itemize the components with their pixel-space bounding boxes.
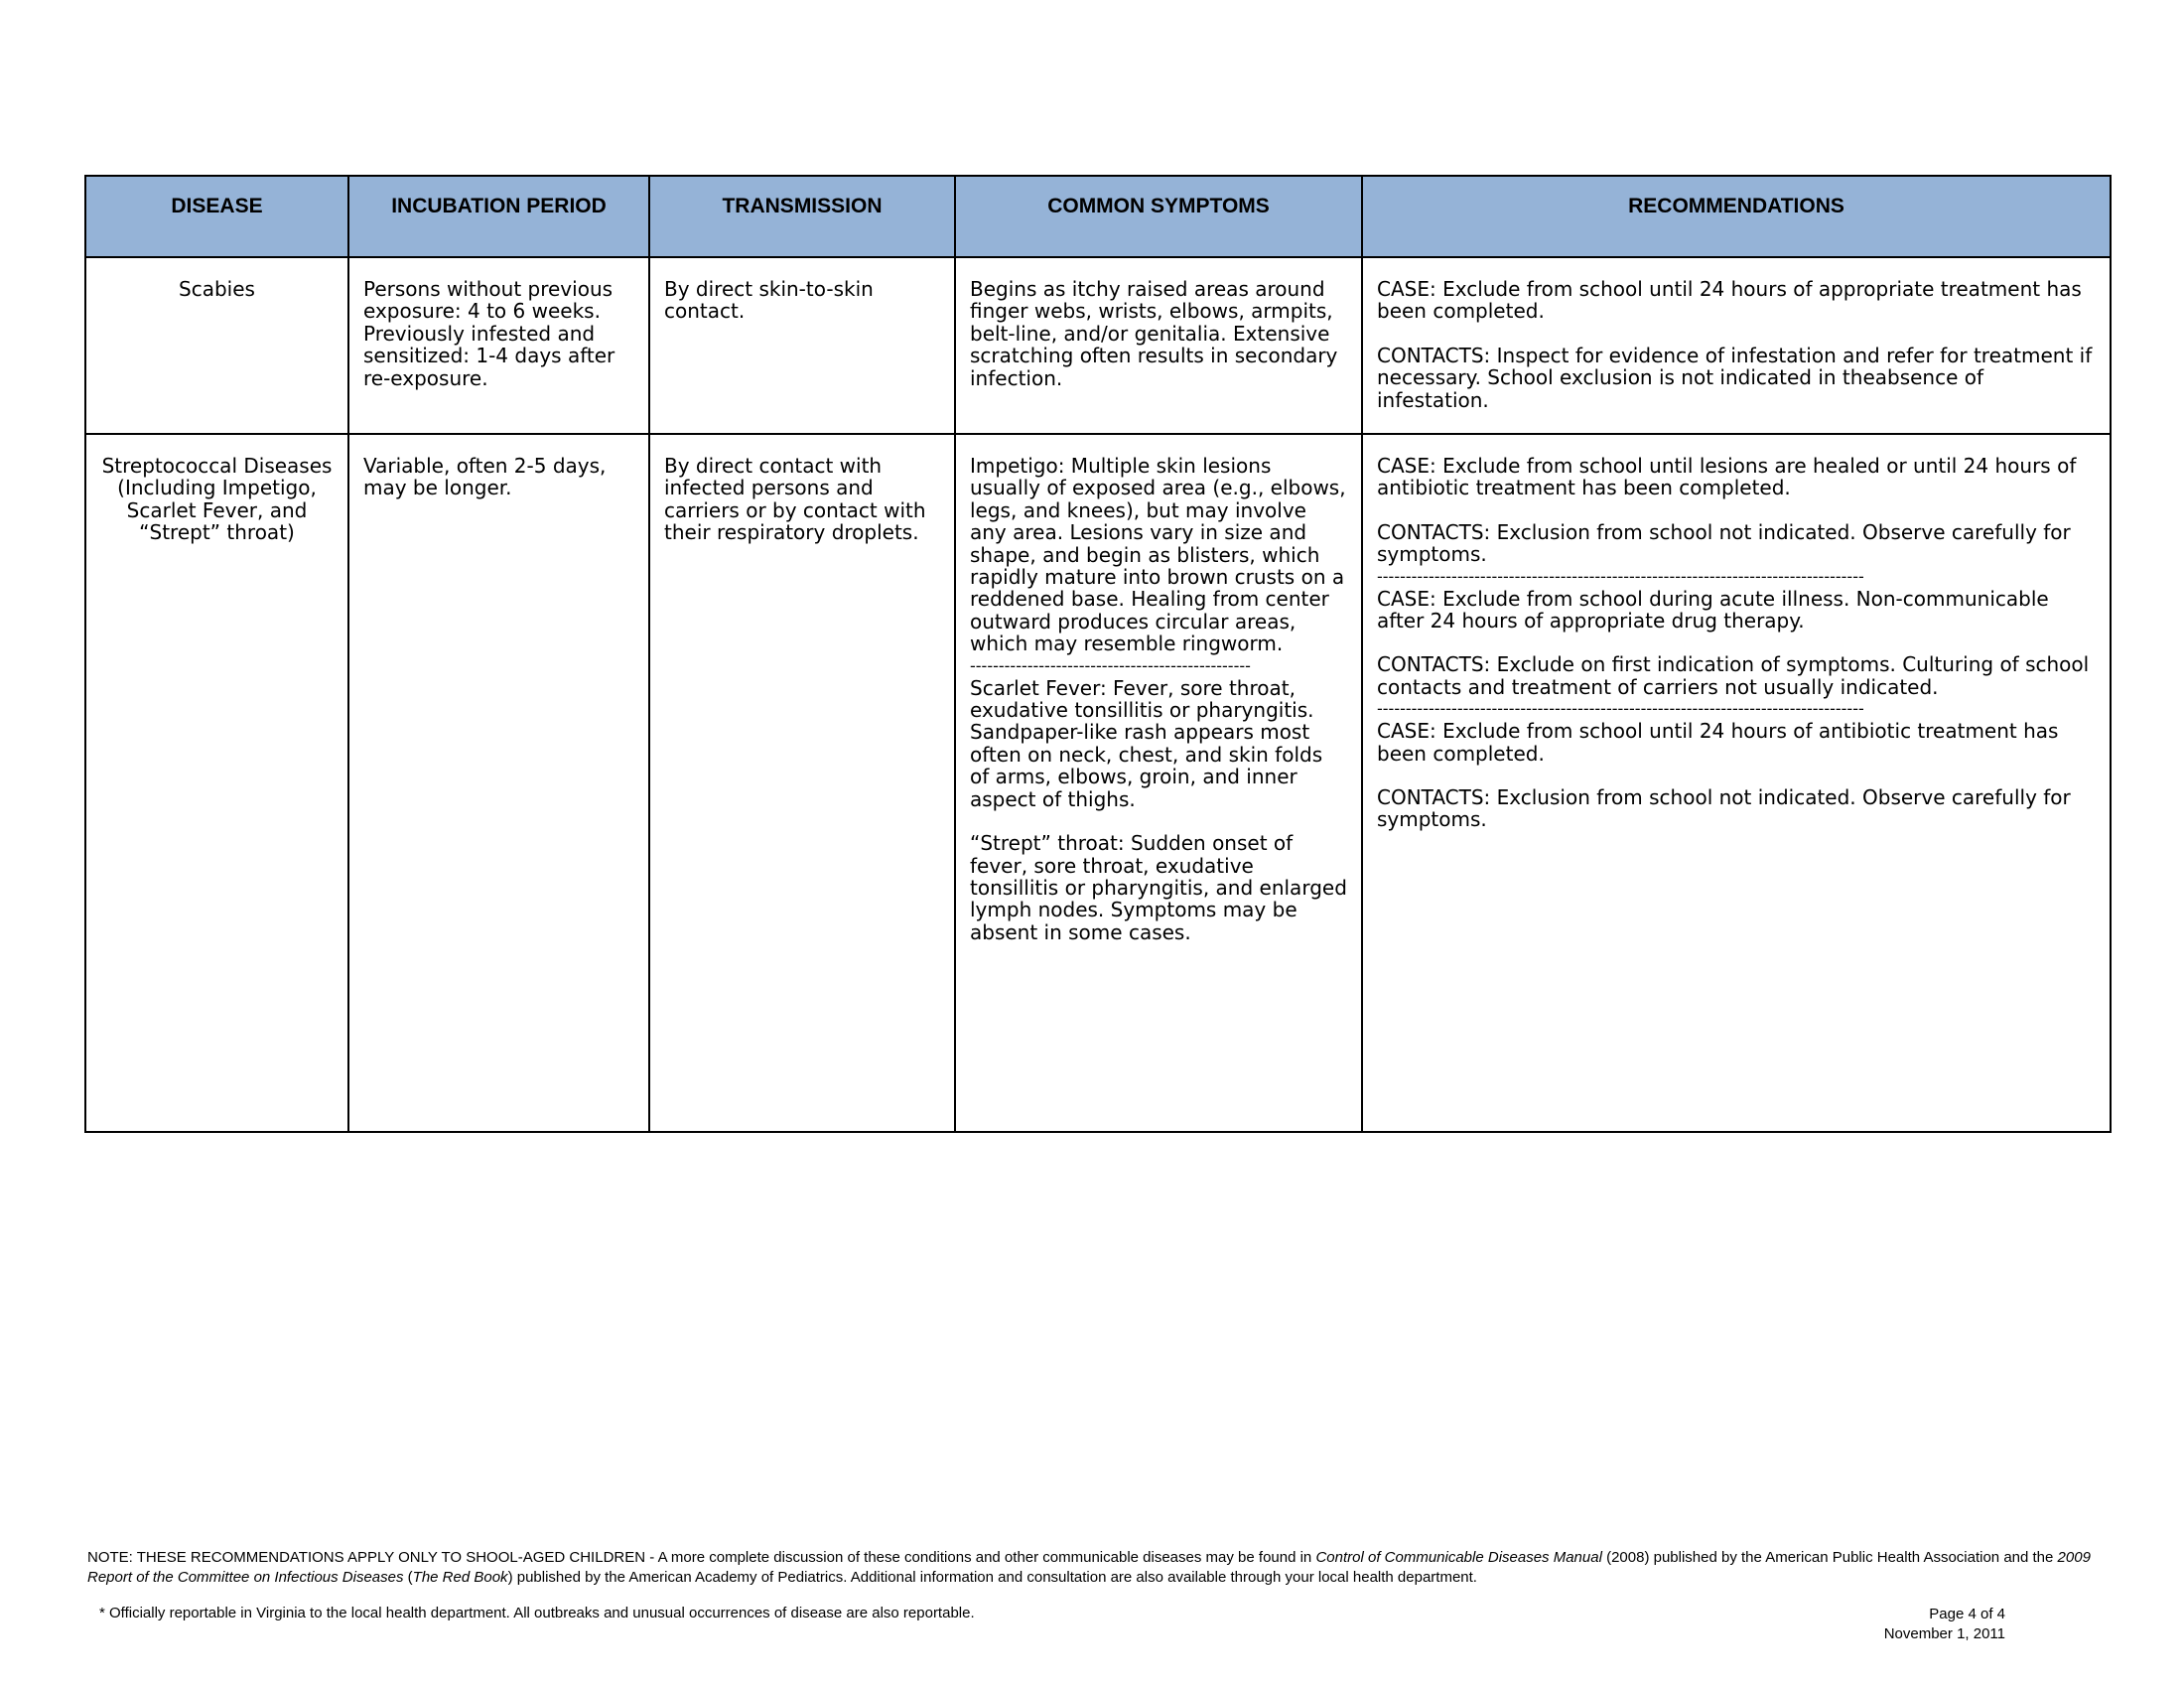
incubation-cell: Persons without previous exposure: 4 to 6 weeks. Previously infested and sensitized: 1-4 days after re-exposure.	[348, 257, 649, 434]
separator-line: -------------------------------------------------------------------------------------	[1377, 566, 1864, 586]
symptom-impetigo: Impetigo: Multiple skin lesions usually of exposed area (e.g., elbows, legs, and knees), but may involve any area. Lesions vary in size and shape, and begin as blisters, which rapidly mature into brown crusts on a reddened base. Healing from center outward produces circular areas, which may resemble ringworm.	[970, 454, 1346, 656]
symptom-text: Begins as itchy raised areas around finger webs, wrists, elbows, armpits, belt-line, and/or genitalia. Extensive scratching often results in secondary infection.	[970, 277, 1338, 390]
recommendations-cell	[1362, 434, 2111, 1132]
recommendation-case: CASE: Exclude from school during acute illness. Non-communicable after 24 hours of appropriate drug therapy.	[1377, 586, 2049, 633]
header-incubation-period: INCUBATION PERIOD	[348, 176, 649, 257]
header-transmission: TRANSMISSION	[649, 176, 955, 257]
reportable-footnote: * Officially reportable in Virginia to the local health department. All outbreaks and unusual occurrences of disease are also reportable.	[99, 1605, 975, 1621]
recommendation-contacts: CONTACTS: Inspect for evidence of infestation and refer for treatment if necessary. School exclusion is not indicated in theabsence of infestation.	[1377, 343, 2093, 412]
recommendation-case: CASE: Exclude from school until lesions are healed or until 24 hours of antibiotic treatment has been completed.	[1377, 454, 2077, 500]
incubation-cell: Variable, often 2-5 days, may be longer.	[348, 434, 649, 1132]
disease-table	[84, 175, 2112, 1133]
recommendation-contacts: CONTACTS: Exclusion from school not indicated. Observe carefully for symptoms.	[1377, 785, 2071, 832]
table-header-row	[85, 176, 2111, 257]
note-text: NOTE: THESE RECOMMENDATIONS APPLY ONLY TO SHOOL-AGED CHILDREN - A more complete discussion of these conditions and other communicable diseases may be found in	[87, 1549, 1316, 1566]
note-text: (2008) published by the American Public Health Association and the	[1601, 1549, 2058, 1566]
symptoms-cell	[955, 257, 1362, 434]
recommendation-contacts: CONTACTS: Exclude on first indication of symptoms. Culturing of school contacts and treatment of carriers not usually indicated.	[1377, 652, 2090, 699]
recommendations-cell	[1362, 257, 2111, 434]
note-italic-manual: Control of Communicable Diseases Manual	[1315, 1549, 1602, 1566]
disease-cell: Scabies	[85, 257, 348, 434]
header-common-symptoms: COMMON SYMPTOMS	[955, 176, 1362, 257]
transmission-cell: By direct skin-to-skin contact.	[649, 257, 955, 434]
separator-line: -------------------------------------------------------------------------------------	[1377, 699, 1864, 719]
table-row	[85, 257, 2111, 434]
recommendation-case: CASE: Exclude from school until 24 hours of appropriate treatment has been completed.	[1377, 277, 2082, 324]
symptom-scarlet-fever: Scarlet Fever: Fever, sore throat, exudative tonsillitis or pharyngitis. Sandpaper-like rash appears most often on neck, chest, and skin folds of arms, elbows, groin, and inner aspect of thighs.	[970, 675, 1323, 811]
table-row	[85, 434, 2111, 1132]
note-text: (	[403, 1569, 413, 1586]
symptoms-cell	[955, 434, 1362, 1132]
header-disease: DISEASE	[85, 176, 348, 257]
note-italic-report: 2009 Report of the Committee on Infectious Diseases	[87, 1549, 2091, 1586]
note-italic-red-book: The Red Book	[412, 1569, 508, 1586]
recommendation-contacts: CONTACTS: Exclusion from school not indicated. Observe carefully for symptoms.	[1377, 519, 2071, 567]
symptom-strept-throat: “Strept” throat: Sudden onset of fever, sore throat, exudative tonsillitis or pharyngitis, and enlarged lymph nodes. Symptoms may be absent in some cases.	[970, 831, 1347, 944]
document-date: November 1, 2011	[1883, 1625, 2005, 1642]
footer-note	[87, 1548, 2113, 1588]
header-recommendations: RECOMMENDATIONS	[1362, 176, 2111, 257]
disease-table-container	[84, 175, 2110, 1133]
note-text: ) published by the American Academy of Pediatrics. Additional information and consultation are also available through your local health department.	[507, 1569, 1477, 1586]
separator-line: -------------------------------------------------	[970, 655, 1251, 675]
page-info	[1856, 1605, 2005, 1644]
transmission-cell: By direct contact with infected persons and carriers or by contact with their respiratory droplets.	[649, 434, 955, 1132]
recommendation-case: CASE: Exclude from school until 24 hours of antibiotic treatment has been completed.	[1377, 719, 2059, 766]
disease-cell: Streptococcal Diseases (Including Impetigo, Scarlet Fever, and “Strept” throat)	[85, 434, 348, 1132]
page-number: Page 4 of 4	[1929, 1606, 2005, 1622]
